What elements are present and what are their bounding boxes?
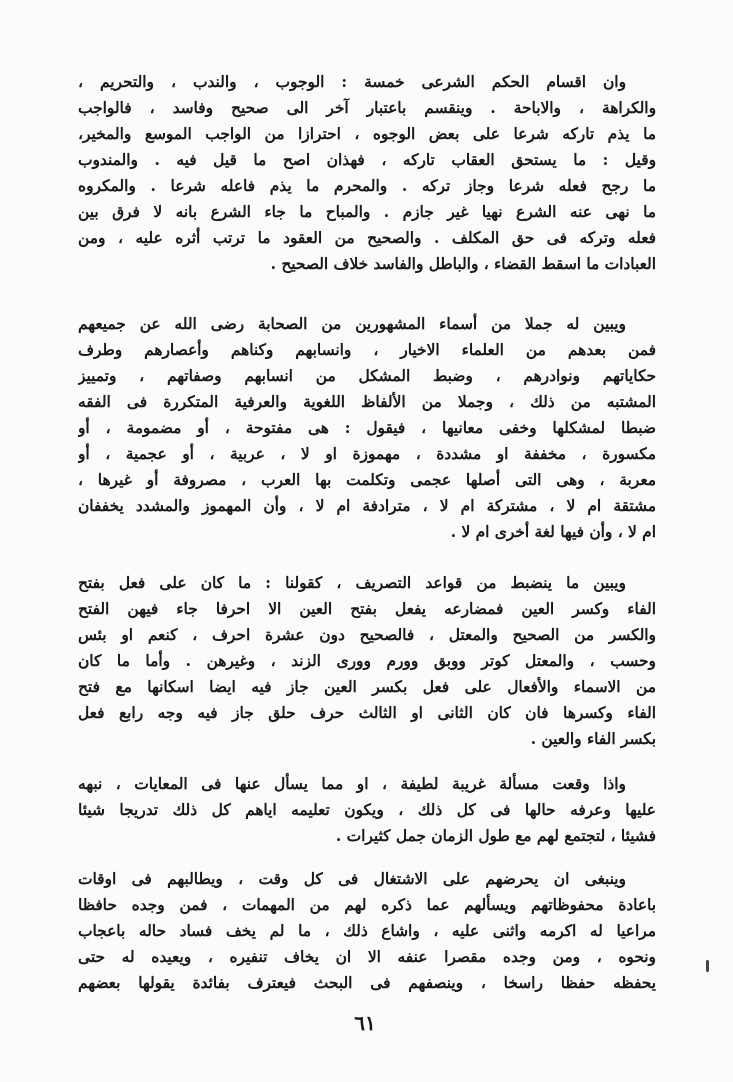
paragraph-line: مشتقة ام لا ، مشتركة ام لا ، مترادفة ام لا ، وأن المهموز والمشدد يخففان	[78, 497, 656, 515]
paragraph-line: حكاياتهم ونوادرهم ، وضبط المشكل من انسابهم وصفاتهم ، وتمييز	[78, 367, 656, 385]
paragraph-line: الفاء وكسرها فان كان الثانى او الثالث حرف حلق جاز فيه وجه رابع فعل	[78, 704, 656, 722]
paragraph-line: ما يذم تاركه شرعا على بعض الوجوه ، احترازا من الواجب الموسع والمخير،	[78, 125, 656, 143]
paragraph-line: عليها وعرفه حالها فى كل ذلك ، ويكون تعليمه اياهم كل ذلك تدريجا شيئا	[78, 801, 656, 819]
paragraph-line: والكراهة ، والاباحة . وينقسم باعتبار آخر الى صحيح وفاسد ، فالواجب	[78, 99, 656, 117]
paragraph-2	[78, 311, 656, 545]
paragraph-line: باعادة محفوظاتهم ويسألهم عما ذكره لهم من المهمات ، فمن وجده حافظا	[78, 896, 656, 914]
paragraph-line: والكسر من الصحيح والمعتل ، فالصحيح دون عشرة احرف ، كنعم او بئس	[78, 626, 656, 644]
paragraph-line: فمن بعدهم من العلماء الاخيار ، وانسابهم وكناهم وأعصارهم وطرف	[78, 341, 656, 359]
paragraph-3	[78, 570, 656, 752]
paragraph-line: فشيئا ، لتجتمع لهم مع طول الزمان جمل كثيرات .	[335, 827, 656, 845]
paragraph-line: الفاء وكسر العين فمضارعه يفعل بفتح العين الا احرفا جاء فيهن الفتح	[78, 600, 656, 618]
paragraph-line: واذا وقعت مسألة غريبة لطيفة ، او مما يسأل عنها فى المعايات ، نبهه	[78, 775, 626, 793]
paragraph-line: ونحوه ، ومن وجده مقصرا عنفه الا ان يخاف تنفيره ، ويعيده له حتى	[78, 948, 656, 966]
paragraph-line: ضبطا لمشكلها وخفى معانيها ، فيقول : هى مفتوحة ، أو مضمومة ، أو	[78, 419, 656, 437]
paragraph-line: وينبغى ان يحرضهم على الاشتغال فى كل وقت ، ويطالبهم فى اوقات	[78, 870, 626, 888]
paragraph-1	[78, 69, 656, 277]
paragraph-line: وحسب ، والمعتل كوتر ووبق وورم وورى الزند ، وغيرهن . وأما ما كان	[78, 652, 656, 670]
paragraph-5	[78, 866, 656, 996]
paragraph-4	[78, 771, 656, 849]
paragraph-line: فعله وتركه فى حق المكلف . والصحيح من العقود ما ترتب أثره عليه ، ومن	[78, 229, 656, 247]
paragraph-line: بكسر الفاء والعين .	[530, 730, 656, 748]
paragraph-line: وقيل : ما يستحق العقاب تاركه ، فهذان اصح ما قيل فيه . والمندوب	[78, 151, 656, 169]
paragraph-line: ويبين ما ينضبط من قواعد التصريف ، كقولنا : ما كان على فعل بفتح	[78, 574, 626, 592]
paragraph-line: ويبين له جملا من أسماء المشهورين من الصحابة رضى الله عن جميعهم	[78, 315, 626, 333]
paragraph-line: مراعيا له اكرمه واثنى عليه ، واشاع ذلك ، ما لم يخف فساد حاله باعجاب	[78, 922, 656, 940]
paragraph-line: ام لا ، وأن فيها لغة أخرى ام لا .	[450, 523, 656, 541]
paragraph-line: يحفظه حفظا راسخا ، وينصفهم فى البحث فيعترف بفائدة يقولها بعضهم	[78, 974, 656, 992]
paragraph-line: معربة ، وهى التى أصلها عجمى وتكلمت بها العرب ، مصروفة أو غيرها ،	[78, 471, 656, 489]
paragraph-line: من الاسماء والأفعال على فعل بكسر العين جاز فيه ايضا اسكانها مع فتح	[78, 678, 656, 696]
page-number: ٦١	[354, 1011, 376, 1035]
scan-speck	[706, 960, 709, 972]
paragraph-line: ما رجح فعله شرعا وجاز تركه . والمحرم ما يذم فاعله شرعا . والمكروه	[78, 177, 656, 195]
paragraph-line: وان اقسام الحكم الشرعى خمسة : الوجوب ، والندب ، والتحريم ،	[78, 73, 626, 91]
paragraph-line: مكسورة ، مخففة او مشددة ، مهموزة او لا ، عربية ، أو عجمية ، أو	[78, 445, 656, 463]
paragraph-line: ما نهى عنه الشرع نهيا غير جازم . والمباح ما جاء الشرع بانه لا فرق بين	[78, 203, 656, 221]
paragraph-line: العبادات ما اسقط القضاء ، والباطل والفاسد خلاف الصحيح .	[270, 255, 656, 273]
paragraph-line: المشتبه من ذلك ، وجملا من الألفاظ اللغوية والعرفية المتكررة فى الفقه	[78, 393, 656, 411]
